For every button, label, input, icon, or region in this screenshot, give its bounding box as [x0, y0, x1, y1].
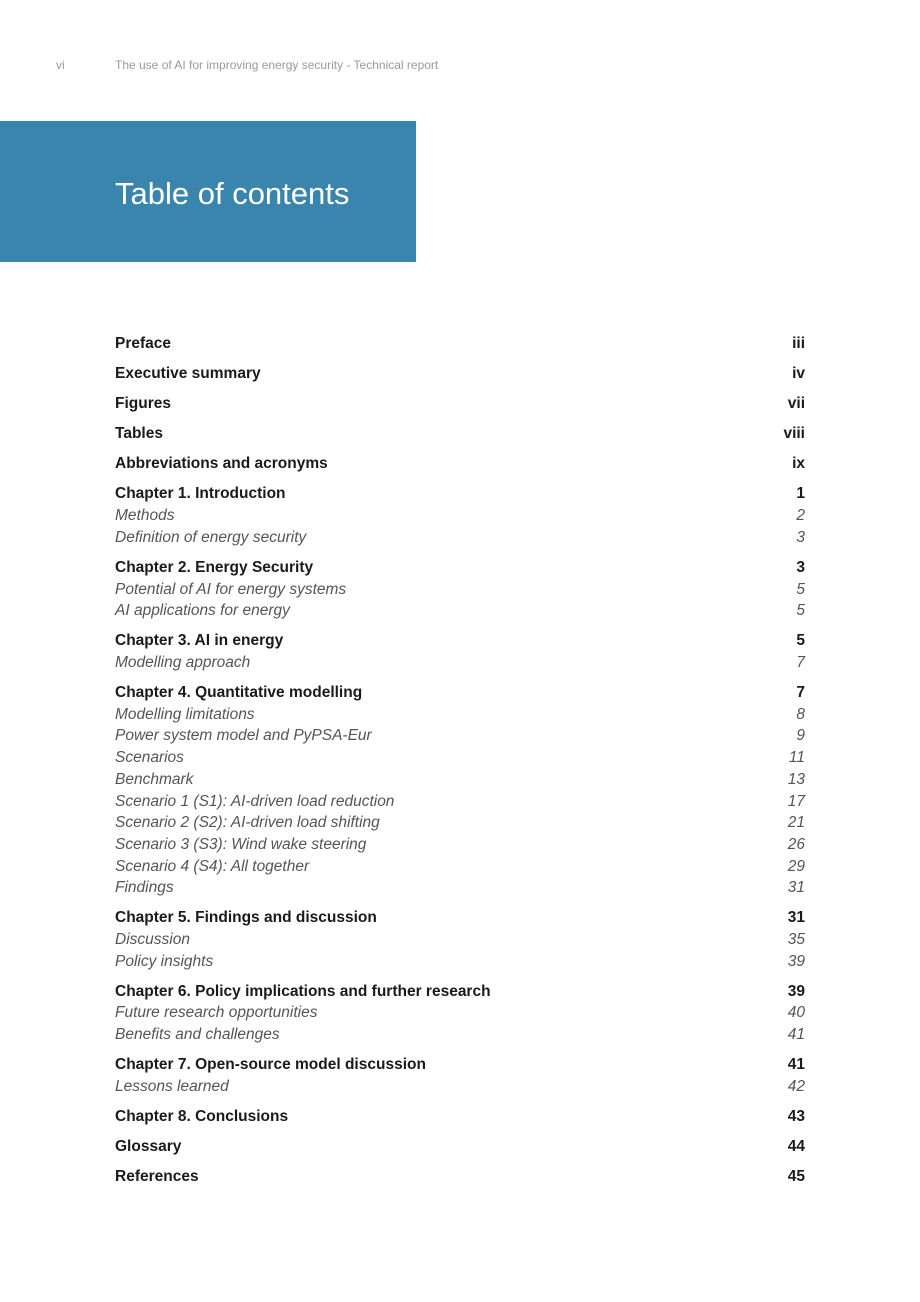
toc-subentry[interactable] — [115, 725, 805, 747]
toc-subentry-page: 8 — [796, 705, 805, 723]
toc-subentry-title: Scenario 1 (S1): AI-driven load reduction — [115, 792, 395, 810]
toc-subentry-title: Methods — [115, 507, 175, 525]
toc-subentry-page: 29 — [787, 857, 805, 875]
toc-entry[interactable] — [115, 1166, 805, 1188]
toc-subentry-title: Lessons learned — [115, 1077, 229, 1095]
toc-section — [115, 1106, 805, 1128]
toc-entry[interactable] — [115, 1054, 805, 1076]
toc-subentry-title: Definition of energy security — [115, 528, 307, 546]
toc-subentry-page: 5 — [796, 602, 805, 620]
toc-entry-title: Preface — [115, 335, 172, 352]
toc-entry-page: 39 — [787, 982, 805, 1000]
toc-entry-title: Abbreviations and acronyms — [115, 455, 328, 473]
toc-entry-title: Chapter 1. Introduction — [115, 485, 286, 503]
toc-subentry-page: 39 — [787, 952, 805, 970]
toc-subentry-title: Benchmark — [115, 770, 194, 788]
toc-entry-title: References — [115, 1168, 199, 1186]
toc-subentry[interactable] — [115, 834, 805, 856]
toc-subentry[interactable] — [115, 652, 805, 674]
toc-section — [115, 423, 805, 445]
toc-entry[interactable] — [115, 981, 805, 1003]
toc-section — [115, 630, 805, 673]
toc-entry-page: ix — [792, 455, 805, 473]
toc-section — [115, 1136, 805, 1158]
toc-entry-title: Figures — [115, 395, 171, 413]
toc-subentry-title: Modelling approach — [115, 653, 251, 671]
toc-subentry[interactable] — [115, 856, 805, 878]
toc-subentry-page: 13 — [787, 770, 805, 788]
toc-subentry-page: 31 — [787, 879, 805, 897]
toc-section — [115, 1166, 805, 1188]
toc-entry[interactable] — [115, 393, 805, 415]
toc-section — [115, 557, 805, 622]
toc-subentry-page: 41 — [787, 1026, 805, 1044]
toc-subentry-page: 5 — [796, 580, 805, 598]
toc-entry-page: 44 — [787, 1138, 805, 1156]
toc-section — [115, 363, 805, 385]
toc-entry-page: iv — [792, 365, 805, 383]
toc-subentry-page: 21 — [787, 814, 805, 832]
toc-section — [115, 1054, 805, 1097]
toc-subentry-title: Future research opportunities — [115, 1004, 318, 1022]
page-title: Table of contents — [115, 176, 350, 211]
toc-subentry[interactable] — [115, 704, 805, 726]
page-number: vi — [56, 58, 65, 72]
toc-subentry-title: Findings — [115, 879, 174, 897]
toc-section — [115, 907, 805, 972]
toc-subentry-title: Potential of AI for energy systems — [115, 580, 347, 598]
toc-section — [115, 483, 805, 548]
toc-subentry-page: 2 — [796, 507, 805, 525]
toc-subentry-page: 17 — [787, 792, 805, 810]
toc-section — [115, 682, 805, 899]
toc-subentry-title: Scenario 3 (S3): Wind wake steering — [115, 835, 367, 853]
toc-subentry-page: 35 — [787, 931, 805, 949]
toc-section — [115, 333, 805, 355]
toc-entry-page: 41 — [787, 1056, 805, 1074]
running-header — [56, 58, 438, 72]
table-of-contents — [115, 333, 805, 1196]
toc-section — [115, 981, 805, 1046]
toc-entry[interactable] — [115, 682, 805, 704]
toc-entry-page: 1 — [796, 485, 805, 503]
toc-entry-page: vii — [787, 395, 805, 413]
toc-entry[interactable] — [115, 333, 805, 355]
toc-subentry-title: Power system model and PyPSA-Eur — [115, 727, 372, 745]
toc-subentry-title: AI applications for energy — [115, 602, 290, 620]
toc-subentry[interactable] — [115, 1024, 805, 1046]
toc-subentry-page: 42 — [787, 1077, 805, 1095]
toc-subentry-title: Scenarios — [115, 749, 184, 767]
toc-entry-title: Executive summary — [115, 365, 261, 383]
toc-entry-page: iii — [792, 335, 805, 352]
toc-subentry[interactable] — [115, 877, 805, 899]
toc-entry[interactable] — [115, 483, 805, 505]
toc-entry-title: Chapter 3. AI in energy — [115, 632, 284, 650]
toc-entry-title: Chapter 7. Open-source model discussion — [115, 1056, 426, 1074]
toc-section — [115, 393, 805, 415]
toc-subentry[interactable] — [115, 791, 805, 813]
toc-entry-page: 3 — [796, 558, 805, 576]
toc-entry-page: 5 — [796, 632, 805, 650]
toc-subentry[interactable] — [115, 505, 805, 527]
toc-entry-title: Chapter 8. Conclusions — [115, 1108, 289, 1125]
toc-entry-page: 7 — [796, 684, 805, 702]
toc-entry[interactable] — [115, 363, 805, 385]
toc-subentry-title: Discussion — [115, 931, 190, 949]
toc-entry-page: 31 — [787, 909, 805, 927]
toc-entry[interactable] — [115, 423, 805, 445]
toc-subentry-page: 7 — [796, 653, 805, 671]
toc-entry-page: 45 — [787, 1168, 805, 1186]
toc-subentry[interactable] — [115, 951, 805, 973]
toc-entry-title: Chapter 5. Findings and discussion — [115, 909, 377, 927]
toc-subentry-title: Scenario 4 (S4): All together — [115, 857, 310, 875]
toc-subentry-title: Scenario 2 (S2): AI-driven load shifting — [115, 814, 380, 832]
toc-subentry[interactable] — [115, 812, 805, 834]
toc-entry-page: viii — [783, 425, 805, 443]
toc-entry[interactable] — [115, 557, 805, 579]
toc-subentry-page: 3 — [796, 528, 805, 546]
toc-subentry[interactable] — [115, 1002, 805, 1024]
toc-entry-title: Glossary — [115, 1138, 182, 1156]
toc-section — [115, 453, 805, 475]
toc-entry[interactable] — [115, 1106, 805, 1128]
toc-subentry-title: Modelling limitations — [115, 705, 255, 723]
toc-entry-page: 43 — [787, 1108, 805, 1125]
toc-subentry[interactable] — [115, 600, 805, 622]
toc-subentry[interactable] — [115, 1076, 805, 1098]
toc-subentry[interactable] — [115, 929, 805, 951]
toc-subentry[interactable] — [115, 747, 805, 769]
toc-subentry[interactable] — [115, 527, 805, 549]
toc-entry[interactable] — [115, 907, 805, 929]
toc-subentry-title: Policy insights — [115, 952, 214, 970]
toc-entry[interactable] — [115, 1136, 805, 1158]
toc-subentry-title: Benefits and challenges — [115, 1026, 280, 1044]
toc-subentry-page: 40 — [787, 1004, 805, 1022]
toc-subentry-page: 11 — [788, 749, 805, 767]
toc-entry-title: Chapter 4. Quantitative modelling — [115, 684, 363, 702]
toc-entry-title: Chapter 2. Energy Security — [115, 558, 314, 576]
toc-entry[interactable] — [115, 453, 805, 475]
toc-subentry-page: 9 — [796, 727, 805, 745]
toc-subentry[interactable] — [115, 579, 805, 601]
toc-subentry[interactable] — [115, 769, 805, 791]
running-title: The use of AI for improving energy security - Technical report — [115, 58, 439, 72]
toc-entry[interactable] — [115, 630, 805, 652]
toc-entry-title: Chapter 6. Policy implications and further research — [115, 982, 491, 1000]
toc-subentry-page: 26 — [787, 835, 805, 853]
toc-entry-title: Tables — [115, 425, 163, 443]
